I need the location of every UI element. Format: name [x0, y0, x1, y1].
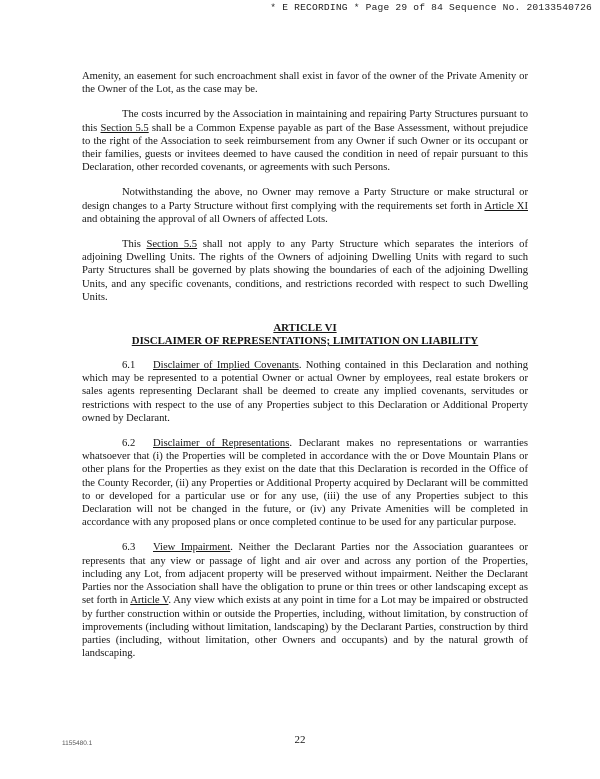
article-reference: Article XI: [484, 200, 528, 212]
text: Notwithstanding the above, no Owner may remove a Party Structure or make structural or design changes to a Party Structure without first complying with the requirements set forth in: [82, 187, 528, 212]
article-number: ARTICLE VI: [273, 322, 337, 335]
section-heading: Disclaimer of Representations: [153, 438, 290, 450]
text: and obtaining the approval of all Owners of affected Lots.: [82, 213, 328, 225]
paragraph-costs: [82, 108, 528, 174]
section-6-2: [82, 437, 528, 529]
section-reference: Section 5.5: [146, 239, 198, 251]
section-text: . Any view which exists at any point in time for a Lot may be impaired or obstructed by further construction within or outside the Properties, including, without limitation, by construction of improvements (including without limitation, landscaping) by the Declarant Parties, construction by third parties (including, without limitation, other Owners and occupants) and by the natural growth of landscaping.: [82, 595, 529, 660]
text: This: [122, 239, 147, 251]
page-number: 22: [294, 734, 306, 746]
section-6-1: [82, 359, 528, 425]
section-heading: View Impairment: [153, 542, 231, 554]
recording-header: * E RECORDING * Page 29 of 84 Sequence No. 20133540726: [270, 2, 592, 13]
paragraph-notwithstanding: [82, 186, 528, 226]
section-text: . Neither the Declarant Parties nor the Association guarantees or represents that any view or passage of light and air over and across any portion of the Properties, including any Lot, from adjacent property will be preserved without impairment. Neither the Declarant Parties nor the Association shall have the obligation to prune or thin trees or other landscaping except as set forth in: [82, 542, 528, 607]
article-reference: Article V: [130, 595, 169, 607]
section-heading: Disclaimer of Implied Covenants: [153, 360, 299, 372]
text: shall be a Common Expense payable as part of the Base Assessment, without prejudice to the right of the Association to seek reimbursement from any Owner if such Owner or its occupant or their families, guests or invitees deemed to have caused the condition in need of repair pursuant to this Declaration, other recorded covenants, or agreements with such Persons.: [82, 122, 528, 174]
section-text: . Nothing contained in this Declaration and nothing which may be represented to a potential Owner or actual Owner by employees, real estate brokers or sales agents representing Declarant shall be deemed to create any implied covenants, servitudes or restrictions with respect to the use of any Properties subject to this Declaration or Additional Property owned by Declarant.: [82, 360, 529, 424]
document-body: [82, 70, 528, 672]
article-heading: [82, 322, 528, 348]
section-number: 6.2: [122, 438, 136, 450]
section-number: 6.3: [122, 542, 136, 554]
paragraph-section-applicability: [82, 238, 528, 304]
section-number: 6.1: [122, 360, 136, 372]
text: shall not apply to any Party Structure which separates the interiors of adjoining Dwelling Units. The rights of the Owners of adjoining Dwelling Units with regard to such Party Structures shall be governed by plats showing the boundaries of each of the adjoining Dwelling Units, and any specific covenants, conditions, and restrictions recorded with respect to such Dwelling Units.: [82, 239, 529, 303]
section-text: . Declarant makes no representations or warranties whatsoever that (i) the Properties will be completed in accordance with the or Dove Mountain Plans or other plans for the Properties as they exist on the date that this Declaration is recorded in the Office of the County Recorder, (ii) any Properties or Additional Property acquired by Declarant will be committed to or developed for a particular use or for any use, (iii) the use of any Properties subject to this Declaration will not be changed in the future, or (iv) any Private Amenities will be completed in accordance with any proposed plans or once completed continue to be used for any particular purpose.: [82, 438, 529, 529]
document-id: 1155480.1: [62, 740, 93, 747]
section-reference: Section 5.5: [100, 122, 149, 134]
article-title: DISCLAIMER OF REPRESENTATIONS; LIMITATION ON LIABILITY: [131, 335, 479, 348]
paragraph-encroachment: Amenity, an easement for such encroachment shall exist in favor of the owner of the Private Amenity or the Owner of the Lot, as the case may be.: [82, 71, 528, 96]
text: The costs incurred by the Association in maintaining and repairing Party Structures pursuant to this: [82, 109, 528, 134]
section-6-3: [82, 541, 528, 660]
